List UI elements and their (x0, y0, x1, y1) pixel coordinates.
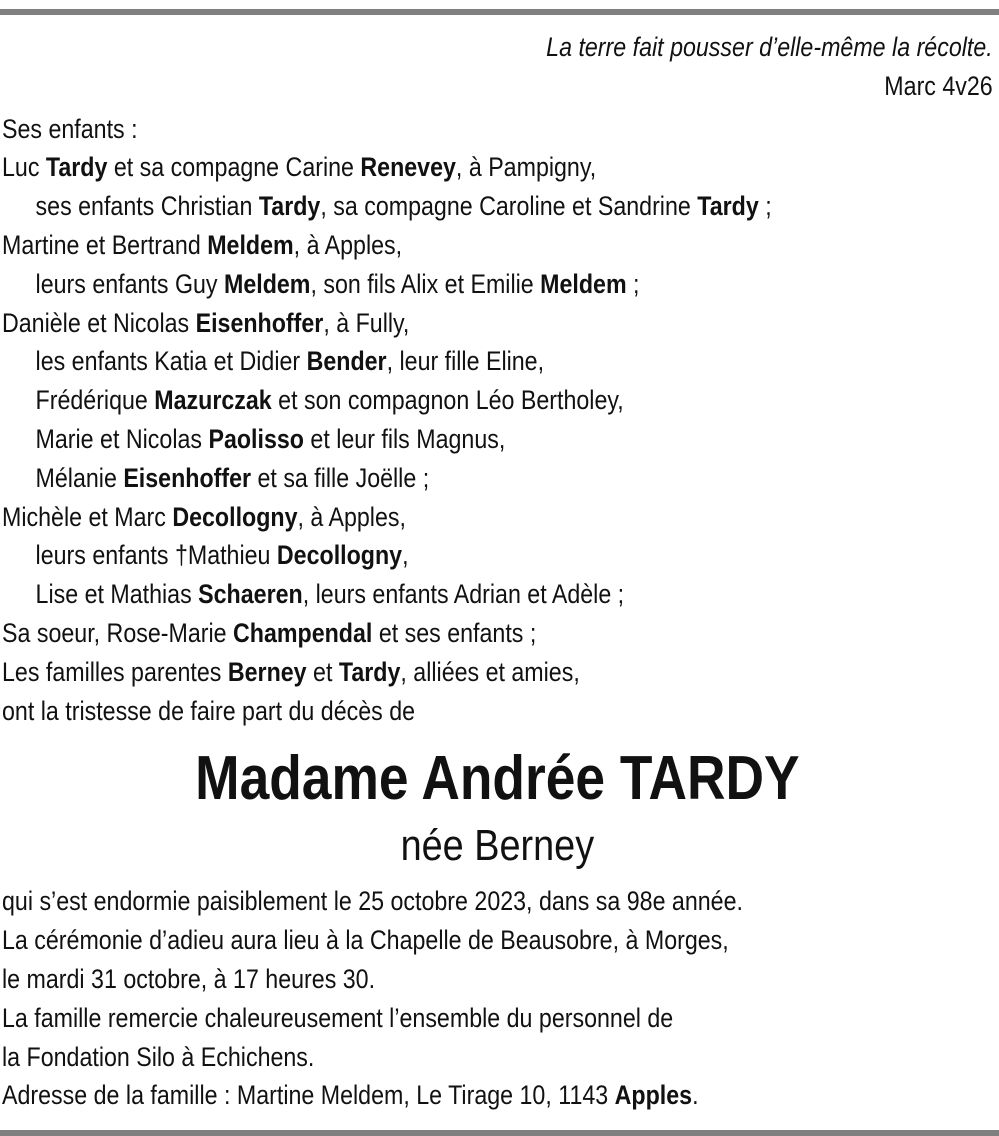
text-segment: qui s’est endormie paisiblement le 25 octobre 2023, dans sa 98e année. (2, 886, 743, 917)
family-name: Decollogny (276, 540, 403, 571)
family-name: Apples (614, 1080, 693, 1111)
family-name: Berney (227, 656, 307, 687)
family-line (2, 498, 993, 537)
text-segment: , alliées et amies, (400, 656, 580, 687)
text-segment: , à Fully, (323, 307, 410, 338)
text-segment: et sa fille Joëlle ; (251, 462, 430, 493)
text-segment: , leurs enfants Adrian et Adèle ; (302, 579, 625, 610)
text-segment: Danièle et Nicolas (2, 307, 196, 338)
text-segment: Luc (2, 152, 46, 183)
text-segment: La famille remercie chaleureusement l’ensemble du personnel de (2, 1002, 674, 1033)
text-segment: , à Apples, (297, 501, 406, 532)
family-line (2, 459, 993, 498)
text-segment: Michèle et Marc (2, 501, 173, 532)
top-border-rule (0, 9, 999, 15)
family-name: Tardy (697, 191, 759, 222)
text-segment: Mélanie (35, 462, 124, 493)
family-name: Renevey (360, 152, 456, 183)
text-segment: ; (758, 191, 772, 222)
text-segment: , à Pampigny, (455, 152, 597, 183)
text-segment: et (306, 656, 339, 687)
text-segment: Lise et Mathias (35, 579, 199, 610)
text-segment: et leur fils Magnus, (303, 423, 506, 454)
text-segment: les enfants Katia et Didier (35, 346, 307, 377)
closing-line (2, 882, 993, 921)
text-segment: Ses enfants : (2, 113, 138, 144)
family-line (2, 692, 993, 731)
family-line (2, 265, 993, 304)
family-name: Tardy (45, 152, 108, 183)
family-line (2, 536, 993, 575)
text-segment: ; (626, 268, 640, 299)
text-segment: leurs enfants Guy (35, 268, 224, 299)
obituary-notice (2, 28, 993, 1115)
family-name: Tardy (338, 656, 401, 687)
family-name: Eisenhoffer (123, 462, 252, 493)
text-segment: La cérémonie d’adieu aura lieu à la Chapelle de Beausobre, à Morges, (2, 925, 729, 956)
text-segment: Les familles parentes (2, 656, 228, 687)
family-name: Mazurczak (154, 385, 272, 416)
family-line (2, 342, 993, 381)
family-line (2, 653, 993, 692)
family-line (2, 420, 993, 459)
text-segment: , sa compagne Caroline et Sandrine (320, 191, 698, 222)
text-segment: le mardi 31 octobre, à 17 heures 30. (2, 963, 376, 994)
family-name: Eisenhoffer (195, 307, 324, 338)
text-segment: ses enfants Christian (35, 191, 259, 222)
family-line (2, 614, 993, 653)
text-segment: et son compagnon Léo Bertholey, (271, 385, 624, 416)
text-segment: la Fondation Silo à Echichens. (2, 1041, 315, 1072)
text-segment: ont la tristesse de faire part du décès de (2, 695, 416, 726)
family-name: Bender (306, 346, 387, 377)
closing-line (2, 1076, 993, 1115)
family-name: Meldem (207, 229, 294, 260)
family-name: Paolisso (208, 423, 304, 454)
closing-line (2, 921, 993, 960)
maiden-name: née Berney (400, 821, 595, 871)
family-line (2, 110, 993, 149)
family-line (2, 187, 993, 226)
family-line (2, 226, 993, 265)
text-segment: et sa compagne Carine (107, 152, 361, 183)
deceased-name: Madame Andrée TARDY (195, 744, 800, 814)
epigraph (2, 28, 993, 106)
bottom-border-rule (0, 1130, 999, 1136)
text-segment: Marie et Nicolas (35, 423, 209, 454)
family-name: Champendal (233, 617, 373, 648)
family-name: Meldem (540, 268, 627, 299)
text-segment: et ses enfants ; (372, 617, 537, 648)
text-segment: , leur fille Eline, (386, 346, 545, 377)
closing-line (2, 999, 993, 1038)
text-segment: Frédérique (35, 385, 155, 416)
text-segment: Adresse de la famille : Martine Meldem, Le Tirage 10, 1143 (2, 1080, 615, 1111)
family-name: Decollogny (172, 501, 298, 532)
family-name: Meldem (223, 268, 311, 299)
family-name: Schaeren (198, 579, 303, 610)
text-segment: , (402, 540, 409, 571)
family-line (2, 148, 993, 187)
epigraph-quote: La terre fait pousser d’elle-même la récolte. (546, 32, 993, 62)
family-name: Tardy (258, 191, 321, 222)
family-line (2, 304, 993, 343)
text-segment: Martine et Bertrand (2, 229, 208, 260)
epigraph-reference: Marc 4v26 (884, 70, 993, 101)
text-segment: , à Apples, (293, 229, 403, 260)
text-segment: Sa soeur, Rose-Marie (2, 617, 234, 648)
family-line (2, 575, 993, 614)
closing-text (2, 882, 993, 1115)
text-segment: , son fils Alix et Emilie (310, 268, 541, 299)
family-line (2, 381, 993, 420)
text-segment: . (692, 1080, 699, 1111)
text-segment: leurs enfants †Mathieu (35, 540, 277, 571)
family-list (2, 110, 993, 731)
closing-line (2, 960, 993, 999)
closing-line (2, 1038, 993, 1077)
